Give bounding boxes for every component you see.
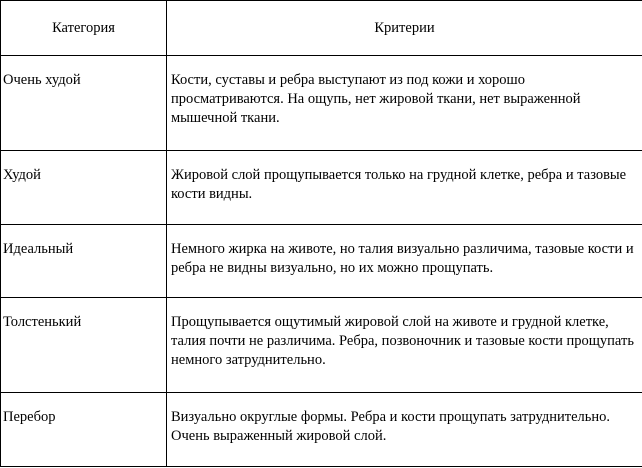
criteria-cell: Немного жирка на животе, но талия визуально различима, тазовые кости и ребра не видны визуально, но их можно прощупать.: [167, 225, 642, 298]
category-cell: Худой: [1, 151, 167, 225]
table-row: [1, 225, 642, 298]
table-row: [1, 298, 642, 393]
header-category: Категория: [1, 1, 167, 56]
criteria-cell: Прощупывается ощутимый жировой слой на животе и грудной клетке, талия почти не различима. Ребра, позвоночник и тазовые кости прощупать немного затруднительно.: [167, 298, 642, 393]
category-cell: Толстенький: [1, 298, 167, 393]
category-cell: Перебор: [1, 393, 167, 467]
table-row: [1, 393, 642, 467]
table-row: [1, 56, 642, 151]
table-header-row: [1, 1, 642, 56]
table-row: [1, 151, 642, 225]
criteria-cell: Визуально округлые формы. Ребра и кости прощупать затруднительно. Очень выраженный жировой слой.: [167, 393, 642, 467]
category-cell: Идеальный: [1, 225, 167, 298]
criteria-cell: Кости, суставы и ребра выступают из под кожи и хорошо просматриваются. На ощупь, нет жировой ткани, нет выраженной мышечной ткани.: [167, 56, 642, 151]
criteria-cell: Жировой слой прощупывается только на грудной клетке, ребра и тазовые кости видны.: [167, 151, 642, 225]
header-criteria: Критерии: [167, 1, 642, 56]
category-cell: Очень худой: [1, 56, 167, 151]
